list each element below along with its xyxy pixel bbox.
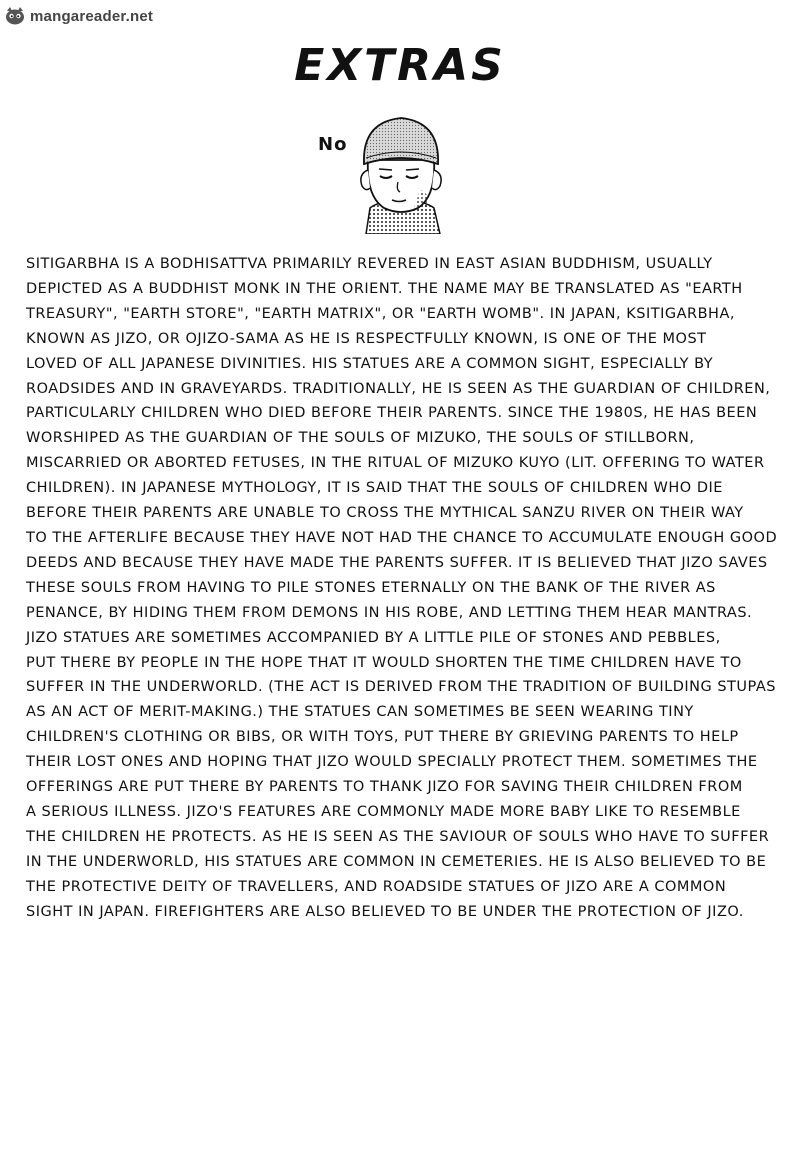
- watermark-text: mangareader.net: [30, 7, 154, 25]
- body-line: LOVED OF ALL JAPANESE DIVINITIES. HIS STATUES ARE A COMMON SIGHT, ESPECIALLY BY: [26, 355, 714, 372]
- page-title: EXTRAS: [294, 40, 506, 91]
- body-line: CHILDREN'S CLOTHING OR BIBS, OR WITH TOYS, PUT THERE BY GRIEVING PARENTS TO HELP: [26, 729, 739, 746]
- body-line: OFFERINGS ARE PUT THERE BY PARENTS TO THANK JIZO FOR SAVING THEIR CHILDREN FROM: [26, 779, 743, 796]
- body-line: SITIGARBHA IS A BODHISATTVA PRIMARILY REVERED IN EAST ASIAN BUDDHISM, USUALLY: [26, 256, 713, 272]
- body-line: SIGHT IN JAPAN. FIREFIGHTERS ARE ALSO BELIEVED TO BE UNDER THE PROTECTION OF JIZO.: [26, 903, 744, 920]
- body-line: IN THE UNDERWORLD, HIS STATUES ARE COMMON IN CEMETERIES. HE IS ALSO BELIEVED TO BE: [26, 853, 767, 870]
- body-line: MISCARRIED OR ABORTED FETUSES, IN THE RITUAL OF MIZUKO KUYO (LIT. OFFERING TO WATER: [26, 455, 765, 472]
- body-line: SUFFER IN THE UNDERWORLD. (THE ACT IS DERIVED FROM THE TRADITION OF BUILDING STUPAS: [26, 679, 776, 696]
- character-portrait: [348, 112, 454, 234]
- character-name-label: No: [318, 134, 348, 155]
- body-line: BEFORE THEIR PARENTS ARE UNABLE TO CROSS THE MYTHICAL SANZU RIVER ON THEIR WAY: [26, 505, 744, 522]
- body-line: THEIR LOST ONES AND HOPING THAT JIZO WOULD SPECIALLY PROTECT THEM. SOMETIMES THE: [26, 754, 758, 771]
- body-line: WORSHIPED AS THE GUARDIAN OF THE SOULS OF MIZUKO, THE SOULS OF STILLBORN,: [26, 430, 695, 447]
- body-line: KNOWN AS JIZO, OR OJIZO-SAMA AS HE IS RESPECTFULLY KNOWN, IS ONE OF THE MOST: [26, 330, 707, 347]
- article-body: [26, 252, 778, 924]
- body-line: PUT THERE BY PEOPLE IN THE HOPE THAT IT WOULD SHORTEN THE TIME CHILDREN HAVE TO: [26, 654, 742, 671]
- body-line: JIZO STATUES ARE SOMETIMES ACCOMPANIED BY A LITTLE PILE OF STONES AND PEBBLES,: [26, 629, 721, 646]
- body-line: TREASURY", "EARTH STORE", "EARTH MATRIX", OR "EARTH WOMB". IN JAPAN, KSITIGARBHA,: [26, 305, 735, 322]
- body-line: CHILDREN). IN JAPANESE MYTHOLOGY, IT IS SAID THAT THE SOULS OF CHILDREN WHO DIE: [26, 480, 723, 497]
- body-line: THE CHILDREN HE PROTECTS. AS HE IS SEEN AS THE SAVIOUR OF SOULS WHO HAVE TO SUFFER: [26, 828, 770, 845]
- body-line: AS AN ACT OF MERIT-MAKING.) THE STATUES CAN SOMETIMES BE SEEN WEARING TINY: [26, 704, 694, 721]
- body-line: PARTICULARLY CHILDREN WHO DIED BEFORE THEIR PARENTS. SINCE THE 1980S, HE HAS BEEN: [26, 405, 758, 422]
- body-line: THESE SOULS FROM HAVING TO PILE STONES ETERNALLY ON THE BANK OF THE RIVER AS: [26, 579, 716, 596]
- body-line: TO THE AFTERLIFE BECAUSE THEY HAVE NOT HAD THE CHANCE TO ACCUMULATE ENOUGH GOOD: [26, 529, 778, 546]
- body-line: ROADSIDES AND IN GRAVEYARDS. TRADITIONALLY, HE IS SEEN AS THE GUARDIAN OF CHILDREN,: [26, 380, 771, 397]
- body-line: PENANCE, BY HIDING THEM FROM DEMONS IN HIS ROBE, AND LETTING THEM HEAR MANTRAS.: [26, 604, 753, 621]
- body-line: DEEDS AND BECAUSE THEY HAVE MADE THE PARENTS SUFFER. IT IS BELIEVED THAT JIZO SAVES: [26, 554, 768, 571]
- watermark: [4, 4, 153, 28]
- body-line: DEPICTED AS A BUDDHIST MONK IN THE ORIENT. THE NAME MAY BE TRANSLATED AS "EARTH: [26, 280, 743, 297]
- body-line: THE PROTECTIVE DEITY OF TRAVELLERS, AND ROADSIDE STATUES OF JIZO ARE A COMMON: [26, 878, 727, 895]
- body-line: A SERIOUS ILLNESS. JIZO'S FEATURES ARE COMMONLY MADE MORE BABY LIKE TO RESEMBLE: [26, 803, 741, 820]
- mascot-logo-icon: [4, 6, 26, 26]
